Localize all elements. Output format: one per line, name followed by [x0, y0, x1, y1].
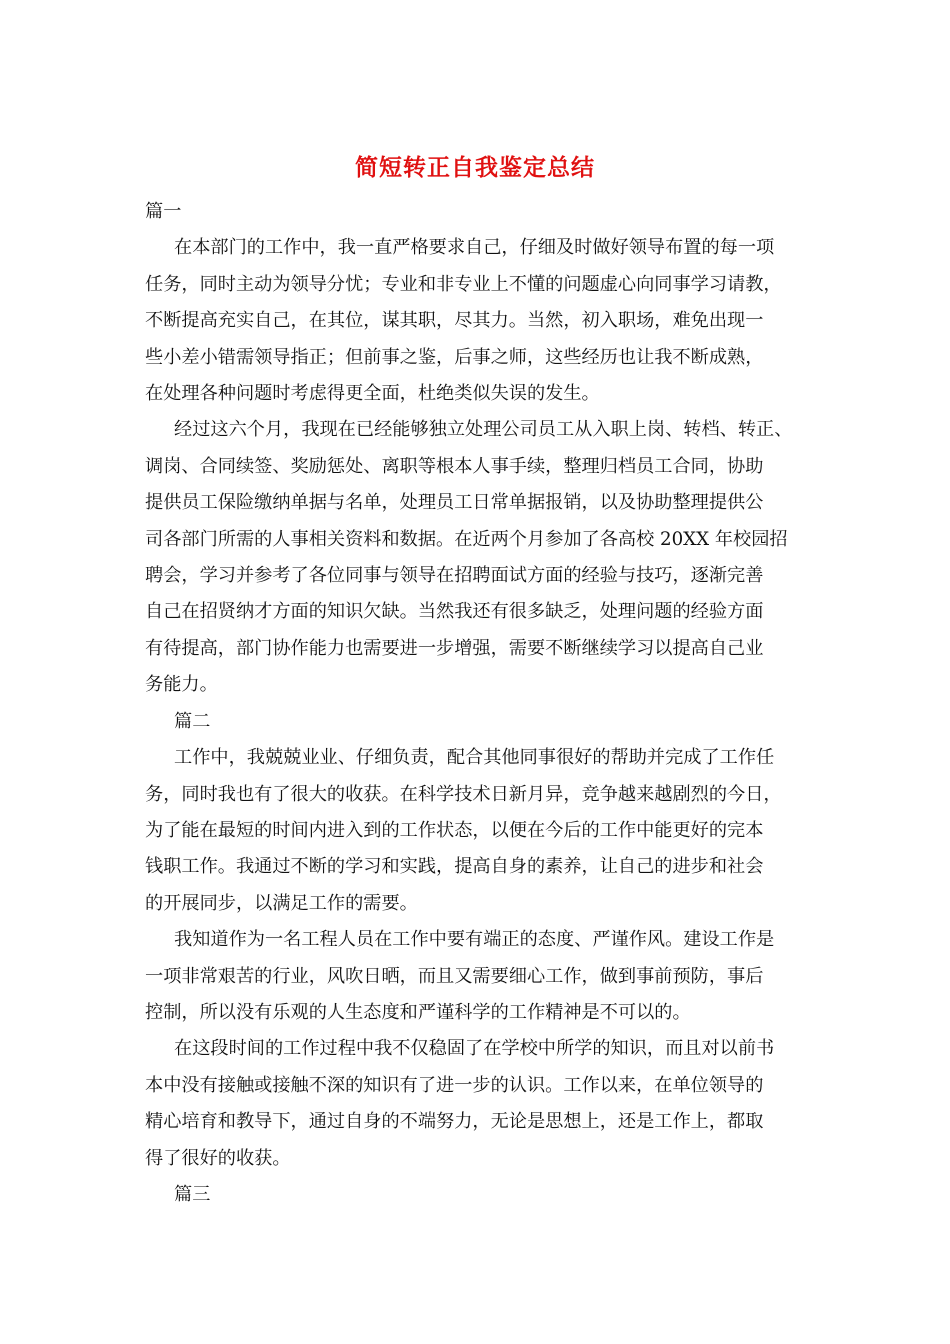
text-line: 有待提高，部门协作能力也需要进一步增强，需要不断继续学习以提高自己业 [145, 637, 764, 659]
paragraph [145, 1031, 821, 1177]
paragraph [145, 1177, 821, 1213]
text-line: 篇二 [174, 710, 211, 732]
paragraph [145, 412, 821, 703]
text-line: 自己在招贤纳才方面的知识欠缺。当然我还有很多缺乏，处理问题的经验方面 [145, 601, 764, 623]
paragraph [145, 230, 821, 412]
text-line: 在这段时间的工作过程中我不仅稳固了在学校中所学的知识，而且对以前书 [174, 1038, 775, 1060]
text-line: 控制，所以没有乐观的人生态度和严谨科学的工作精神是不可以的。 [145, 1001, 691, 1023]
text-line: 一项非常艰苦的行业，风吹日晒，而且又需要细心工作，做到事前预防，事后 [145, 965, 764, 987]
text-line: 司各部门所需的人事相关资料和数据。在近两个月参加了各高校 20XX 年校园招 [145, 528, 788, 550]
paragraph [145, 922, 821, 1031]
paragraph [145, 704, 821, 740]
paragraph [145, 740, 821, 922]
document-body [145, 194, 821, 1213]
text-line: 篇一 [145, 201, 182, 222]
text-line: 工作中，我兢兢业业、仔细负责，配合其他同事很好的帮助并完成了工作任 [174, 747, 775, 769]
text-line: 我知道作为一名工程人员在工作中要有端正的态度、严谨作风。建设工作是 [174, 929, 775, 951]
text-line: 的开展同步，以满足工作的需要。 [145, 892, 418, 914]
text-line: 在处理各种问题时考虑得更全面，杜绝类似失误的发生。 [145, 383, 600, 405]
text-line: 精心培育和教导下，通过自身的不端努力，无论是思想上，还是工作上，都取 [145, 1111, 764, 1133]
text-line: 得了很好的收获。 [145, 1147, 291, 1169]
text-line: 不断提高充实自己，在其位，谋其职，尽其力。当然，初入职场，难免出现一 [145, 310, 764, 332]
document-title: 简短转正自我鉴定总结 [355, 154, 595, 181]
text-line: 篇三 [174, 1183, 211, 1205]
text-line: 钱职工作。我通过不断的学习和实践，提高自身的素养，让自己的进步和社会 [145, 856, 764, 878]
paragraph [145, 194, 821, 230]
text-line: 任务，同时主动为领导分忧；专业和非专业上不懂的问题虚心向同事学习请教， [145, 273, 782, 295]
text-line: 务能力。 [145, 674, 218, 696]
text-line: 在本部门的工作中，我一直严格要求自己，仔细及时做好领导布置的每一项 [174, 237, 775, 259]
text-line: 些小差小错需领导指正；但前事之鉴，后事之师，这些经历也让我不断成熟， [145, 346, 764, 368]
text-line: 为了能在最短的时间内进入到的工作状态，以便在今后的工作中能更好的完本 [145, 819, 764, 841]
text-line: 聘会，学习并参考了各位同事与领导在招聘面试方面的经验与技巧，逐渐完善 [145, 565, 764, 587]
text-line: 本中没有接触或接触不深的知识有了进一步的认识。工作以来，在单位领导的 [145, 1074, 764, 1096]
text-line: 提供员工保险缴纳单据与名单，处理员工日常单据报销，以及协助整理提供公 [145, 492, 764, 514]
text-line: 经过这六个月，我现在已经能够独立处理公司员工从入职上岗、转档、转正、 [174, 419, 793, 441]
text-line: 调岗、合同续签、奖励惩处、离职等根本人事手续，整理归档员工合同，协助 [145, 455, 764, 477]
text-line: 务，同时我也有了很大的收获。在科学技术日新月异，竞争越来越剧烈的今日， [145, 783, 782, 805]
